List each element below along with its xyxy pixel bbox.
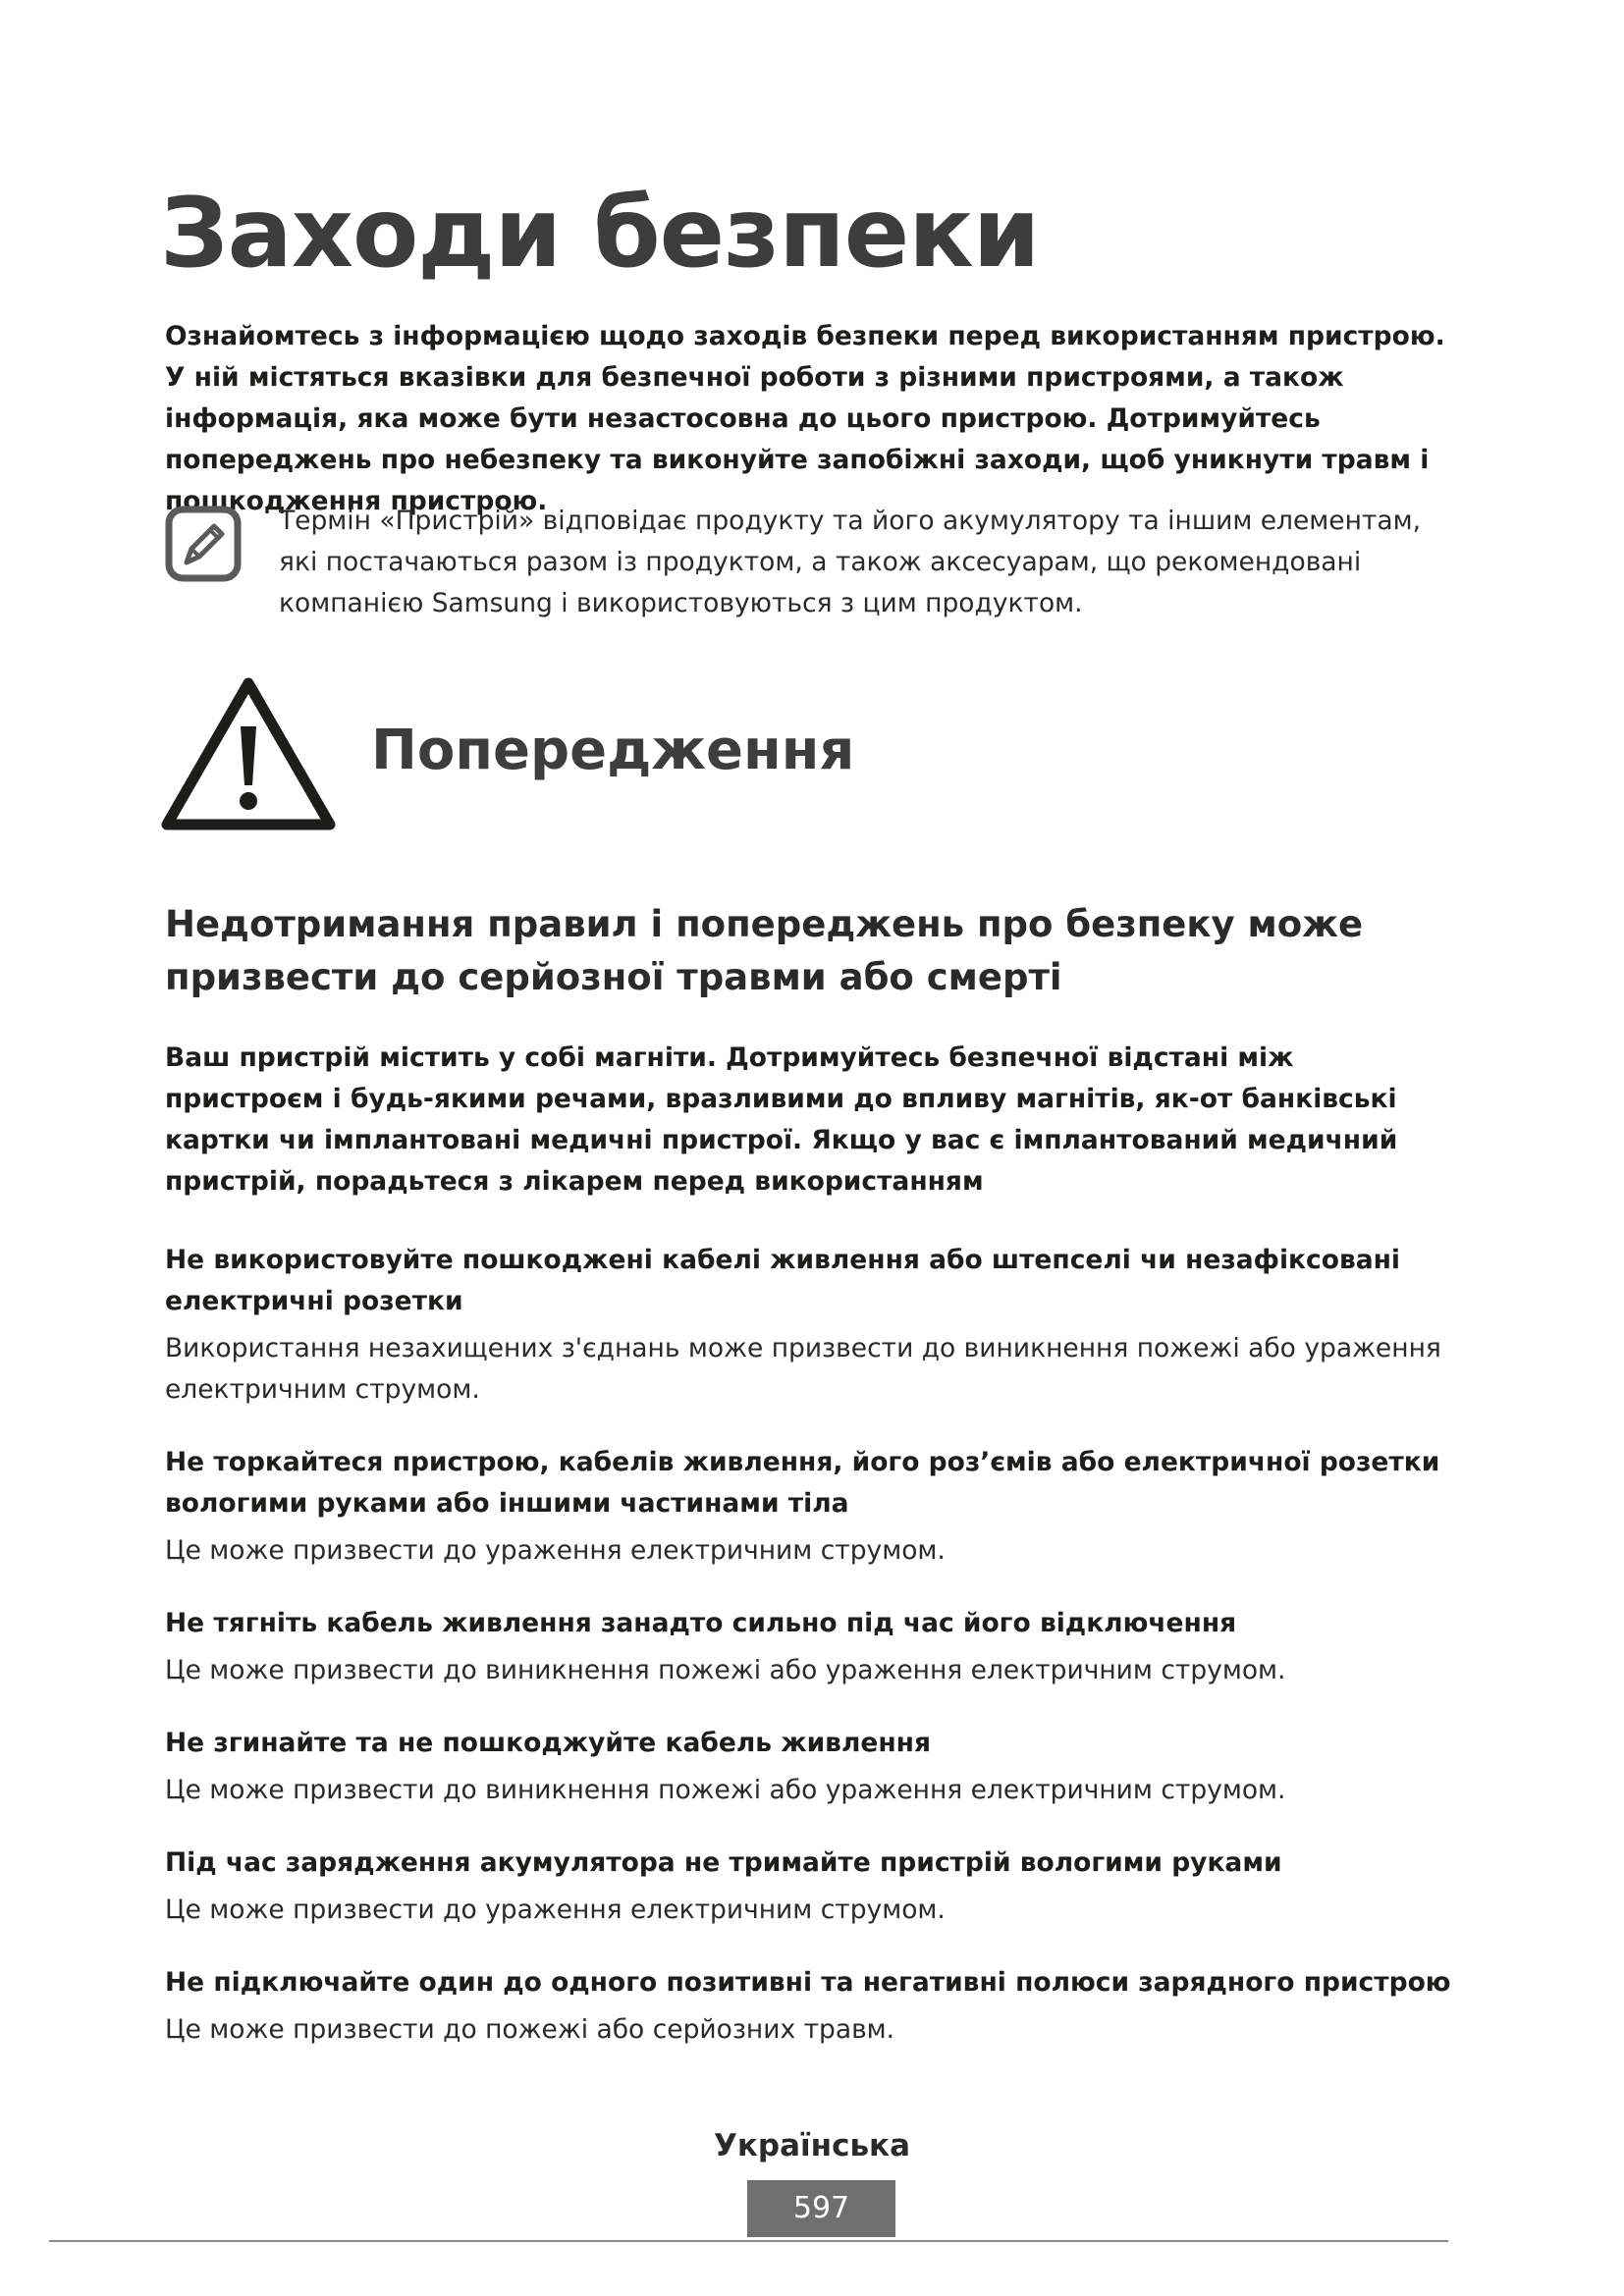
safety-item-text: Це може призвести до ураження електричним струмом.	[165, 1535, 946, 1566]
warning-title: Попередження	[371, 719, 855, 782]
safety-item-heading: Не підключайте один до одного позитивні та негативні полюси зарядного пристрою	[165, 1967, 1451, 1998]
safety-item-heading: Під час зарядження акумулятора не тримайте пристрій вологими руками	[165, 1847, 1282, 1878]
footer-divider	[49, 2240, 1448, 2242]
safety-item	[165, 1842, 1451, 1931]
safety-item-heading: Не використовуйте пошкоджені кабелі живлення або штепселі чи незафіксовані електричні розетки	[165, 1245, 1400, 1316]
safety-item-heading: Не торкайтеся пристрою, кабелів живлення, його роз’ємів або електричної розетки вологими руками або іншими частинами тіла	[165, 1447, 1440, 1519]
safety-items-list	[165, 1240, 1451, 2082]
page-title: Заходи безпеки	[160, 178, 1040, 290]
safety-item-text: Це може призвести до виникнення пожежі або ураження електричним струмом.	[165, 1775, 1286, 1805]
safety-item-text: Використання незахищених з'єднань може призвести до виникнення пожежі або ураження електричним струмом.	[165, 1333, 1441, 1405]
page-number: 597	[747, 2180, 895, 2237]
note-pencil-icon	[165, 506, 242, 582]
safety-item-text: Це може призвести до ураження електричним струмом.	[165, 1895, 946, 1925]
lead-paragraph: Ваш пристрій містить у собі магніти. Дотримуйтесь безпечної відстані між пристроєм і будь-якими речами, вразливими до впливу магнітів, як-от банківські картки чи імплантовані медичні пристрої. Якщо у вас є імплантований медичний пристрій, порадьтеся з лікарем перед використанням	[165, 1042, 1398, 1197]
intro-paragraph: Ознайомтесь з інформацією щодо заходів безпеки перед використанням пристрою. У ній містяться вказівки для безпечної роботи з різними пристроями, а також інформація, яка може бути незастосовна до цього пристрою. Дотримуйтесь попереджень про небезпеку та виконуйте запобіжні заходи, щоб уникнути травм і пошкодження пристрою.	[165, 321, 1445, 516]
safety-item-text: Це може призвести до виникнення пожежі або ураження електричним струмом.	[165, 1655, 1286, 1685]
safety-item	[165, 1240, 1451, 1411]
safety-item-text: Це може призвести до пожежі або серйозних травм.	[165, 2014, 895, 2045]
section-subheading: Недотримання правил і попереджень про безпеку може призвести до серйозної травми або смерті	[165, 903, 1364, 998]
safety-item	[165, 1603, 1451, 1691]
safety-item	[165, 1442, 1451, 1572]
safety-item-heading: Не тягніть кабель живлення занадто сильно під час його відключення	[165, 1608, 1237, 1638]
footer-language: Українська	[713, 2128, 911, 2163]
safety-item	[165, 1962, 1451, 2051]
safety-item	[165, 1723, 1451, 1811]
warning-triangle-icon	[161, 675, 336, 832]
note-text: Термін «Пристрій» відповідає продукту та його акумулятору та іншим елементам, які постачаються разом із продуктом, а також аксесуарам, що рекомендовані компанією Samsung і використовуються з цим продуктом.	[279, 506, 1421, 618]
safety-item-heading: Не згинайте та не пошкоджуйте кабель живлення	[165, 1728, 931, 1758]
